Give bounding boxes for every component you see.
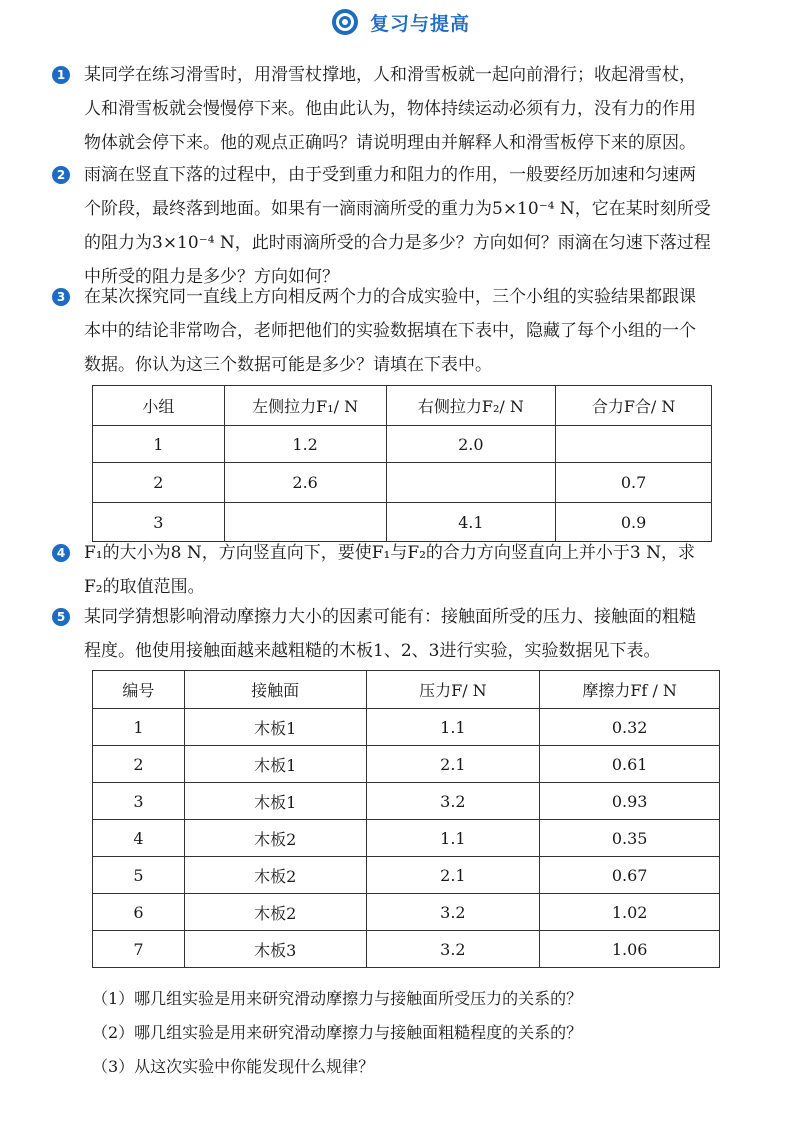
force-data-table [92, 385, 712, 542]
table-cell: 5 [93, 857, 185, 894]
table-cell: 0.32 [540, 709, 720, 746]
table-cell: 2.1 [366, 746, 540, 783]
table-header-cell: 左侧拉力F₁/ N [224, 386, 386, 426]
target-icon [330, 7, 360, 37]
table-cell: 1.02 [540, 894, 720, 931]
table-cell: 3 [93, 783, 185, 820]
table-cell: 2.6 [224, 463, 386, 503]
table-cell-blank [386, 463, 556, 503]
table-cell: 4 [93, 820, 185, 857]
table-header-cell: 接触面 [184, 671, 366, 709]
question-4 [54, 536, 764, 604]
table-cell: 4.1 [386, 503, 556, 542]
table-cell: 7 [93, 931, 185, 968]
table-cell: 6 [93, 894, 185, 931]
question-line: 物体就会停下来。他的观点正确吗？请说明理由并解释人和滑雪板停下来的原因。 [84, 133, 696, 153]
table-header-row [93, 386, 712, 426]
table-cell: 木板1 [184, 709, 366, 746]
table-row [93, 931, 720, 968]
table-cell: 1 [93, 709, 185, 746]
table-cell: 3.2 [366, 894, 540, 931]
table-cell: 木板2 [184, 820, 366, 857]
table-cell: 木板1 [184, 746, 366, 783]
question-number-badge: 5 [52, 608, 70, 626]
table-row [93, 894, 720, 931]
subquestion-2: （2）哪几组实验是用来研究滑动摩擦力与接触面粗糙程度的关系的？ [92, 1023, 583, 1042]
table-cell: 1.1 [366, 709, 540, 746]
table-header-cell: 小组 [93, 386, 225, 426]
question-line: 3 在某次探究同一直线上方向相反两个力的合成实验中，三个小组的实验结果都跟课 [54, 280, 764, 314]
table-cell: 木板2 [184, 894, 366, 931]
table-row [93, 857, 720, 894]
section-title: 复习与提高 [369, 12, 470, 35]
table-cell: 木板1 [184, 783, 366, 820]
table-row [93, 463, 712, 503]
question-line: 数据。你认为这三个数据可能是多少？请填在下表中。 [84, 355, 492, 375]
question-line: 个阶段，最终落到地面。如果有一滴雨滴所受的重力为5×10⁻⁴ N，它在某时刻所受 [84, 199, 711, 219]
question-2 [54, 158, 764, 294]
table-cell: 1.06 [540, 931, 720, 968]
question-number-badge: 1 [52, 66, 70, 84]
table-header-cell: 摩擦力Ff / N [540, 671, 720, 709]
question-line: 的阻力为3×10⁻⁴ N，此时雨滴所受的合力是多少？方向如何？雨滴在匀速下落过程 [84, 233, 711, 253]
table-header-row [93, 671, 720, 709]
table-cell: 1.1 [366, 820, 540, 857]
table-row [93, 709, 720, 746]
table-header-cell: 压力F/ N [366, 671, 540, 709]
friction-data-table [92, 670, 720, 968]
subquestion-3: （3）从这次实验中你能发现什么规律？ [92, 1057, 375, 1076]
question-line: 程度。他使用接触面越来越粗糙的木板1、2、3进行实验，实验数据见下表。 [84, 641, 661, 661]
table-cell: 0.67 [540, 857, 720, 894]
table-cell: 2 [93, 463, 225, 503]
table-cell: 3.2 [366, 783, 540, 820]
table-cell: 0.9 [556, 503, 712, 542]
table-header-cell: 编号 [93, 671, 185, 709]
question-line: 2 雨滴在竖直下落的过程中，由于受到重力和阻力的作用，一般要经历加速和匀速两 [54, 158, 764, 192]
question-number-badge: 4 [52, 544, 70, 562]
table-cell-blank [556, 426, 712, 463]
question-line: 中所受的阻力是多少？方向如何？ [84, 267, 339, 287]
table-cell: 0.93 [540, 783, 720, 820]
table-row [93, 783, 720, 820]
table-cell: 0.35 [540, 820, 720, 857]
table-header-cell: 合力F合/ N [556, 386, 712, 426]
table-row [93, 820, 720, 857]
table-cell: 0.61 [540, 746, 720, 783]
question-line: 1 某同学在练习滑雪时，用滑雪杖撑地，人和滑雪板就一起向前滑行；收起滑雪杖， [54, 58, 764, 92]
question-5 [54, 600, 764, 668]
table-cell: 1.2 [224, 426, 386, 463]
question-line: F₂的取值范围。 [84, 577, 205, 597]
table-row [93, 746, 720, 783]
question-number-badge: 2 [52, 166, 70, 184]
question-line: 4 F₁的大小为8 N，方向竖直向下，要使F₁与F₂的合力方向竖直向上并小于3 N，求 [54, 536, 764, 570]
table-row [93, 426, 712, 463]
table-header-cell: 右侧拉力F₂/ N [386, 386, 556, 426]
question-line: 5 某同学猜想影响滑动摩擦力大小的因素可能有：接触面所受的压力、接触面的粗糙 [54, 600, 764, 634]
table-cell: 0.7 [556, 463, 712, 503]
section-header [0, 4, 800, 40]
table-cell: 2 [93, 746, 185, 783]
table-cell: 3.2 [366, 931, 540, 968]
table-cell: 木板3 [184, 931, 366, 968]
table-cell: 1 [93, 426, 225, 463]
subquestion-1: （1）哪几组实验是用来研究滑动摩擦力与接触面所受压力的关系的？ [92, 989, 583, 1008]
table-cell: 3 [93, 503, 225, 542]
table-cell: 2.0 [386, 426, 556, 463]
table-cell: 木板2 [184, 857, 366, 894]
question-number-badge: 3 [52, 288, 70, 306]
question-3 [54, 280, 764, 382]
question-line: 人和滑雪板就会慢慢停下来。他由此认为，物体持续运动必须有力，没有力的作用 [84, 99, 696, 119]
question-1 [54, 58, 764, 160]
table-cell: 2.1 [366, 857, 540, 894]
question-line: 本中的结论非常吻合，老师把他们的实验数据填在下表中，隐藏了每个小组的一个 [84, 321, 696, 341]
